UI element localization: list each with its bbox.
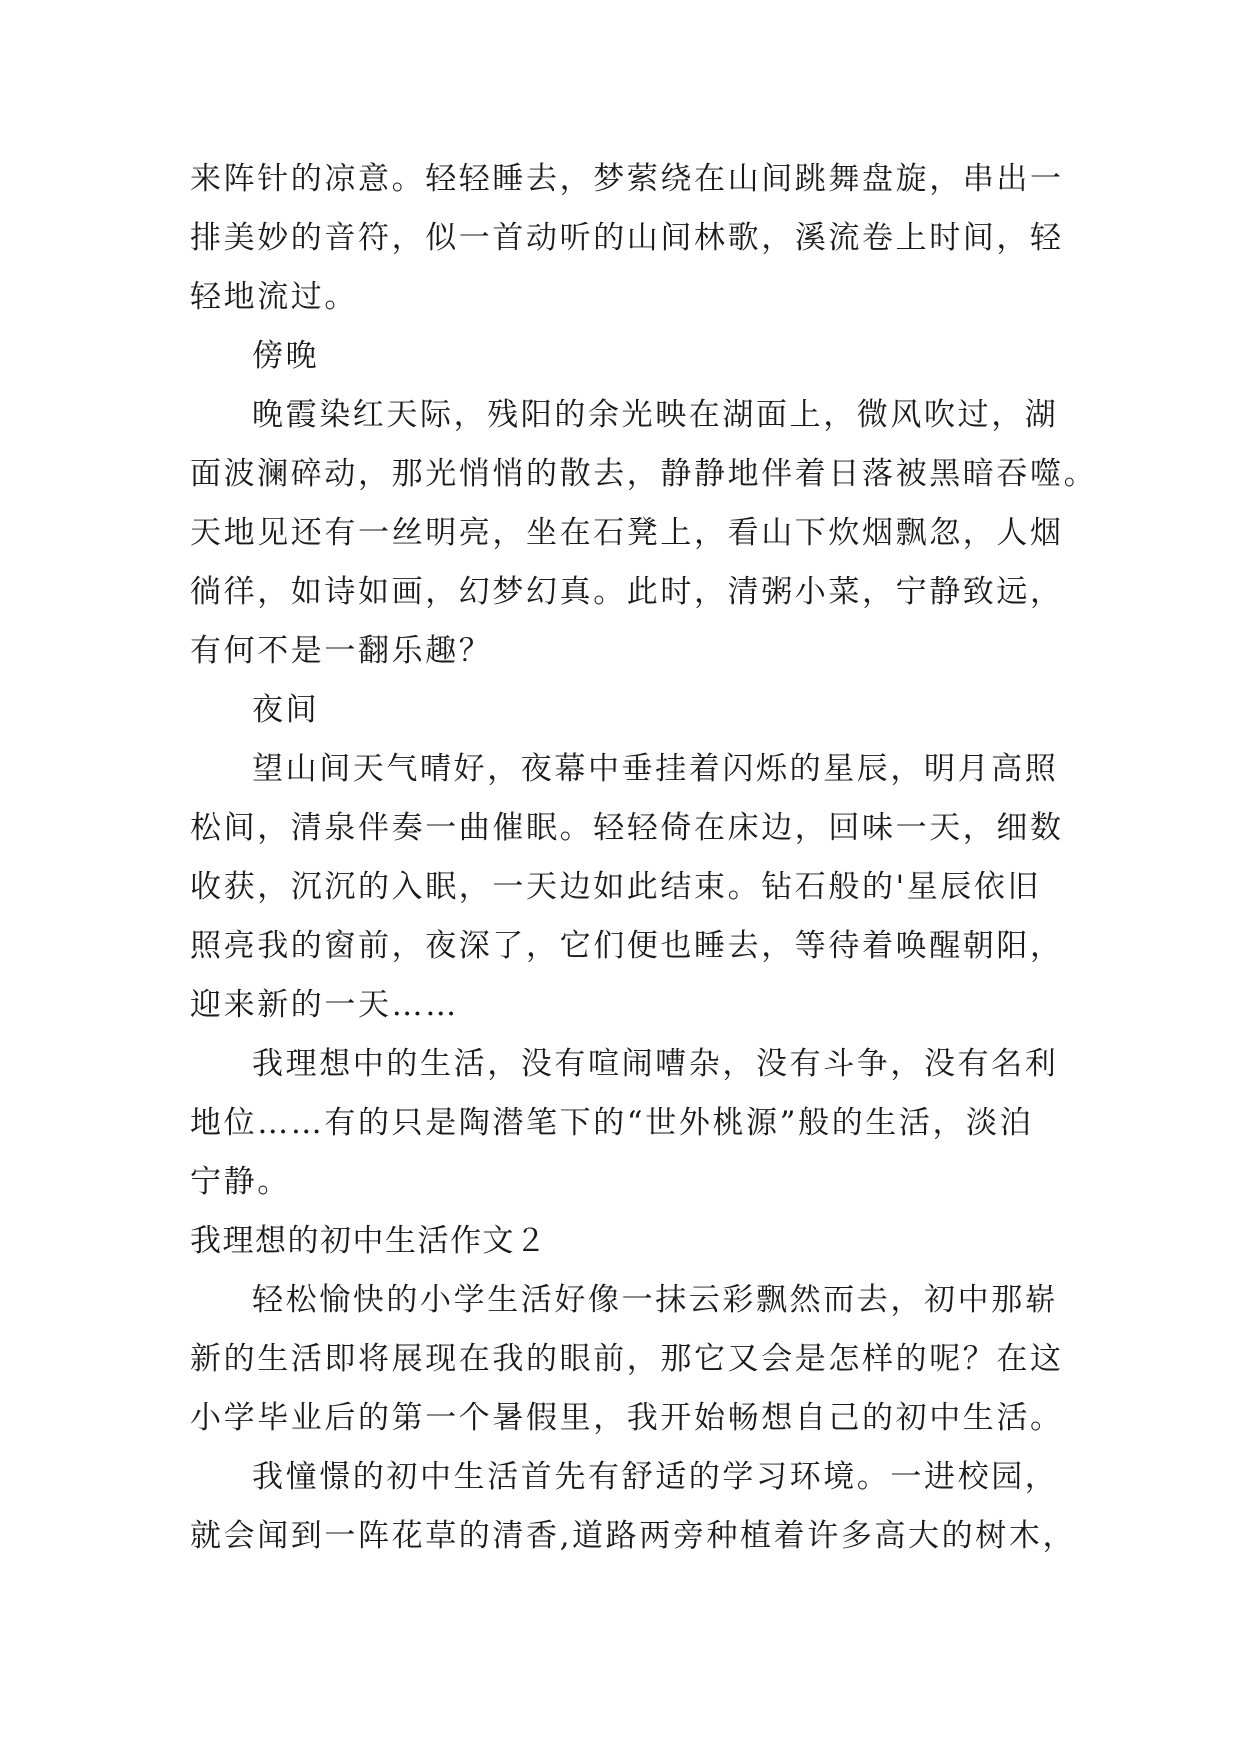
- text-line: 有何不是一翻乐趣？: [190, 633, 493, 669]
- text-line: 我理想中的生活，没有喧闹嘈杂，没有斗争，没有名利: [252, 1046, 1059, 1082]
- text-line: 天地见还有一丝明亮，坐在石凳上，看山下炊烟飘忽，人烟: [190, 515, 1064, 551]
- text-line: 收获，沉沉的入眠，一天边如此结束。钻石般的'星辰依旧: [190, 869, 1042, 905]
- text-line: 新的生活即将展现在我的眼前，那它又会是怎样的呢？在这: [190, 1341, 1064, 1377]
- text-line: 轻地流过。: [190, 279, 358, 315]
- text-line: 小学毕业后的第一个暑假里，我开始畅想自己的初中生活。: [190, 1400, 1064, 1436]
- text-line: 宁静。: [190, 1164, 291, 1200]
- document-page: [190, 150, 1098, 1566]
- text-line: 就会闻到一阵花草的清香,道路两旁种植着许多高大的树木，: [190, 1518, 1077, 1554]
- text-line: 面波澜碎动，那光悄悄的散去，静静地伴着日落被黑暗吞噬。: [190, 456, 1098, 492]
- text-line: 地位……有的只是陶潜笔下的“世外桃源”般的生活，淡泊: [190, 1105, 1034, 1141]
- text-line: 我憧憬的初中生活首先有舒适的学习环境。一进校园，: [252, 1459, 1059, 1495]
- text-line: 望山间天气晴好，夜幕中垂挂着闪烁的星辰，明月高照: [252, 751, 1059, 787]
- text-line: 来阵针的凉意。轻轻睡去，梦萦绕在山间跳舞盘旋，串出一: [190, 161, 1064, 197]
- text-line: 排美妙的音符，似一首动听的山间林歌，溪流卷上时间，轻: [190, 220, 1064, 256]
- text-line: 轻松愉快的小学生活好像一抹云彩飘然而去，初中那崭: [252, 1282, 1059, 1318]
- section-heading: 我理想的初中生活作文２: [190, 1223, 548, 1259]
- text-line: 晚霞染红天际，残阳的余光映在湖面上，微风吹过，湖: [252, 397, 1059, 433]
- text-line: 照亮我的窗前，夜深了，它们便也睡去，等待着唤醒朝阳，: [190, 928, 1064, 964]
- text-line: 迎来新的一天……: [190, 987, 459, 1023]
- text-line: 松间，清泉伴奏一曲催眠。轻轻倚在床边，回味一天，细数: [190, 810, 1064, 846]
- text-line: 徜徉，如诗如画，幻梦幻真。此时，清粥小菜，宁静致远，: [190, 574, 1064, 610]
- text-line: 傍晚: [252, 338, 320, 374]
- text-line: 夜间: [252, 692, 320, 728]
